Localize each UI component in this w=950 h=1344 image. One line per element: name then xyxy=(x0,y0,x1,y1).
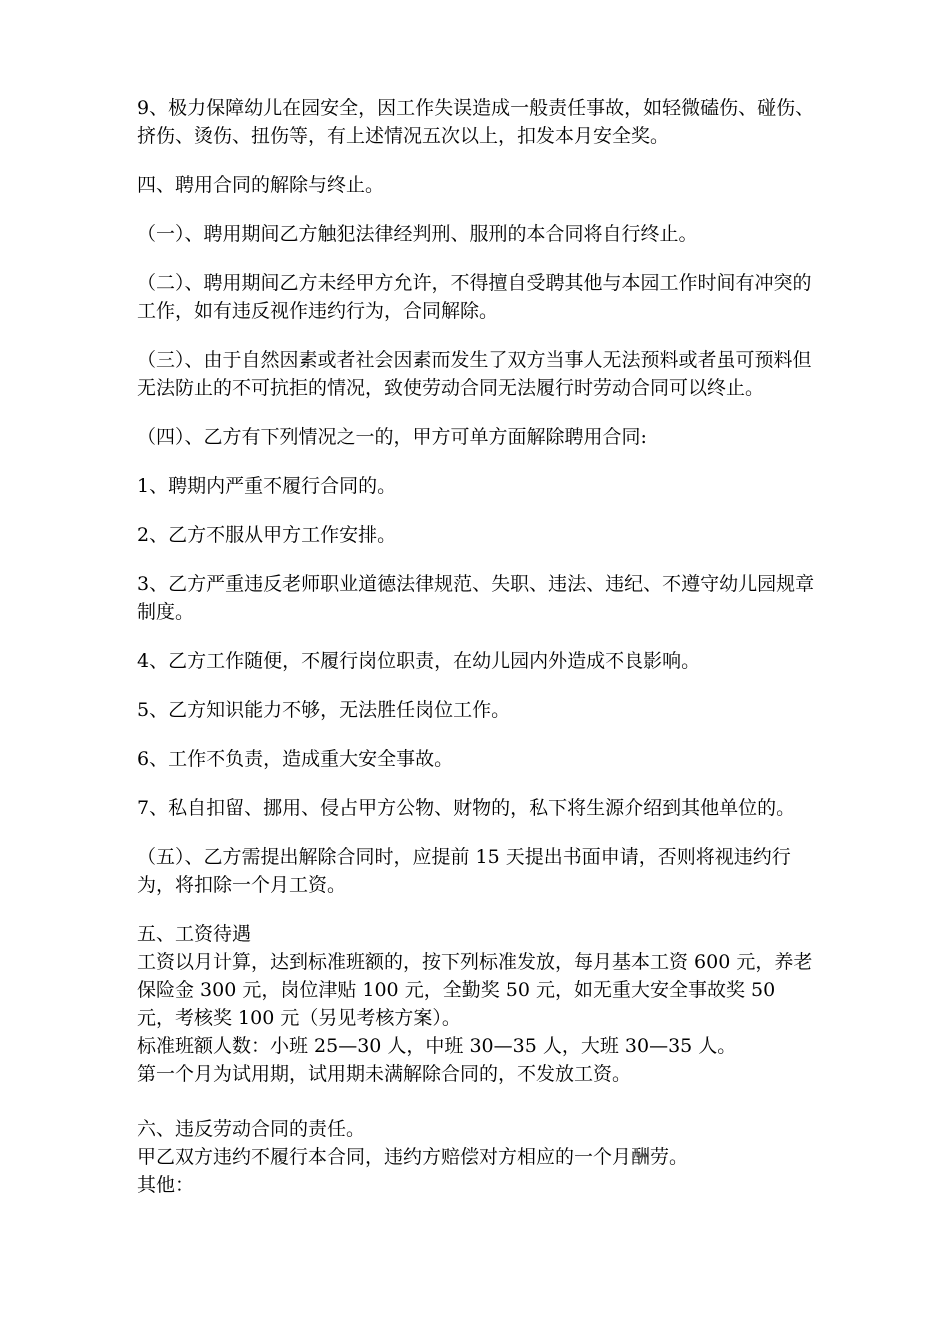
list-item-5: 5、乙方知识能力不够，无法胜任岗位工作。 xyxy=(137,699,511,721)
section-five-salary xyxy=(137,920,817,1088)
other-label: 其他： xyxy=(137,1174,195,1196)
probation-period: 第一个月为试用期，试用期未满解除合同的，不发放工资。 xyxy=(137,1063,632,1085)
breach-compensation: 甲乙双方违约不履行本合同，违约方赔偿对方相应的一个月酬劳。 xyxy=(137,1146,689,1168)
list-item-1: 1、聘期内严重不履行合同的。 xyxy=(137,475,397,497)
list-item-3: 3、乙方严重违反老师职业道德法律规范、失职、违法、违纪、不遵守幼儿园规章制度。 xyxy=(137,573,815,623)
list-item-4: 4、乙方工作随便，不履行岗位职责，在幼儿园内外造成不良影响。 xyxy=(137,650,701,672)
heading-section-four: 四、聘用合同的解除与终止。 xyxy=(137,174,385,196)
list-item-2: 2、乙方不服从甲方工作安排。 xyxy=(137,524,397,546)
paragraph-item-9-safety: 9、极力保障幼儿在园安全，因工作失误造成一般责任事故，如轻微磕伤、碰伤、挤伤、烫伤、扭伤等，有上述情况五次以上，扣发本月安全奖。 xyxy=(137,97,815,147)
list-item-7: 7、私自扣留、挪用、侵占甲方公物、财物的，私下将生源介绍到其他单位的。 xyxy=(137,797,796,819)
document-body xyxy=(137,94,817,1226)
salary-details: 工资以月计算，达到标准班额的，按下列标准发放，每月基本工资 600 元，养老保险金 300 元，岗位津贴 100 元，全勤奖 50 元，如无重大安全事故奖 50 元，考核奖 100 元（另见考核方案）。 xyxy=(137,951,813,1029)
list-item-6: 6、工作不负责，造成重大安全事故。 xyxy=(137,748,454,770)
paragraph-termination-5: （五）、乙方需提出解除合同时，应提前 15 天提出书面申请，否则将视违约行为，将扣除一个月工资。 xyxy=(137,846,791,896)
heading-section-five: 五、工资待遇 xyxy=(137,923,252,945)
class-size-standard: 标准班额人数：小班 25—30 人，中班 30—35 人，大班 30—35 人。 xyxy=(137,1035,737,1057)
paragraph-termination-4: （四）、乙方有下列情况之一的，甲方可单方面解除聘用合同: xyxy=(137,426,647,448)
paragraph-termination-2: （二）、聘用期间乙方未经甲方允许，不得擅自受聘其他与本园工作时间有冲突的工作，如有违反视作违约行为，合同解除。 xyxy=(137,272,812,322)
paragraph-termination-1: （一）、聘用期间乙方触犯法律经判刑、服刑的本合同将自行终止。 xyxy=(137,223,698,245)
section-six-liability xyxy=(137,1115,817,1199)
heading-section-six: 六、违反劳动合同的责任。 xyxy=(137,1118,366,1140)
paragraph-termination-3: （三）、由于自然因素或者社会因素而发生了双方当事人无法预料或者虽可预料但无法防止的不可抗拒的情况，致使劳动合同无法履行时劳动合同可以终止。 xyxy=(137,349,812,399)
